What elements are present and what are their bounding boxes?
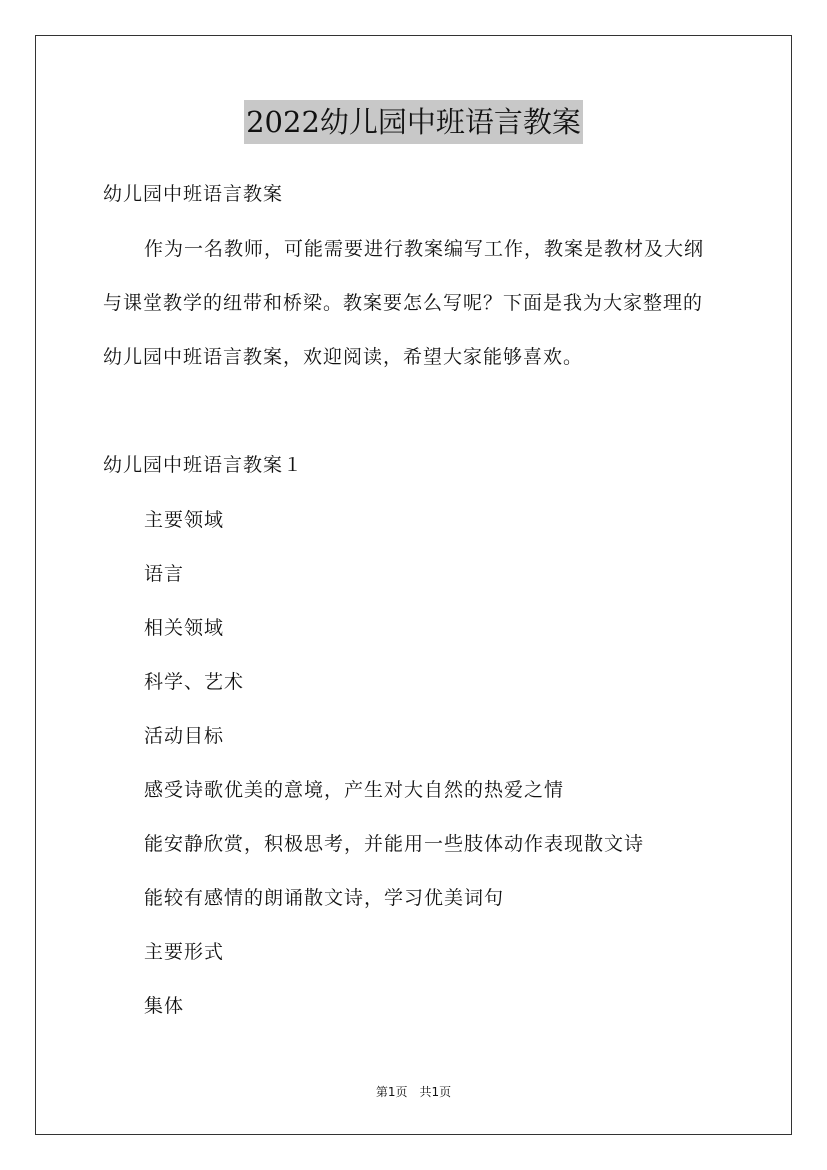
list-item: 语言 <box>144 563 185 585</box>
list-item: 科学、艺术 <box>144 671 245 693</box>
page-number-footer: 第1页 共1页 <box>375 1085 452 1099</box>
list-item: 集体 <box>144 995 185 1017</box>
document-title: 2022幼儿园中班语言教案 <box>244 100 583 144</box>
document-subtitle: 幼儿园中班语言教案 <box>103 183 284 205</box>
list-item: 相关领域 <box>144 617 225 639</box>
section-heading: 幼儿园中班语言教案１ <box>103 454 304 476</box>
list-item: 活动目标 <box>144 725 225 747</box>
list-item: 感受诗歌优美的意境，产生对大自然的热爱之情 <box>144 779 565 801</box>
title-wrapper <box>0 100 827 144</box>
list-item: 能较有感情的朗诵散文诗，学习优美词句 <box>144 887 505 909</box>
intro-line-2: 与课堂教学的纽带和桥梁。教案要怎么写呢？下面是我为大家整理的 <box>103 292 704 314</box>
intro-line-1: 作为一名教师，可能需要进行教案编写工作，教案是教材及大纲 <box>144 238 705 260</box>
list-item: 主要形式 <box>144 941 225 963</box>
list-item: 主要领域 <box>144 509 225 531</box>
list-item: 能安静欣赏，积极思考，并能用一些肢体动作表现散文诗 <box>144 833 645 855</box>
intro-line-3: 幼儿园中班语言教案，欢迎阅读，希望大家能够喜欢。 <box>103 346 584 368</box>
